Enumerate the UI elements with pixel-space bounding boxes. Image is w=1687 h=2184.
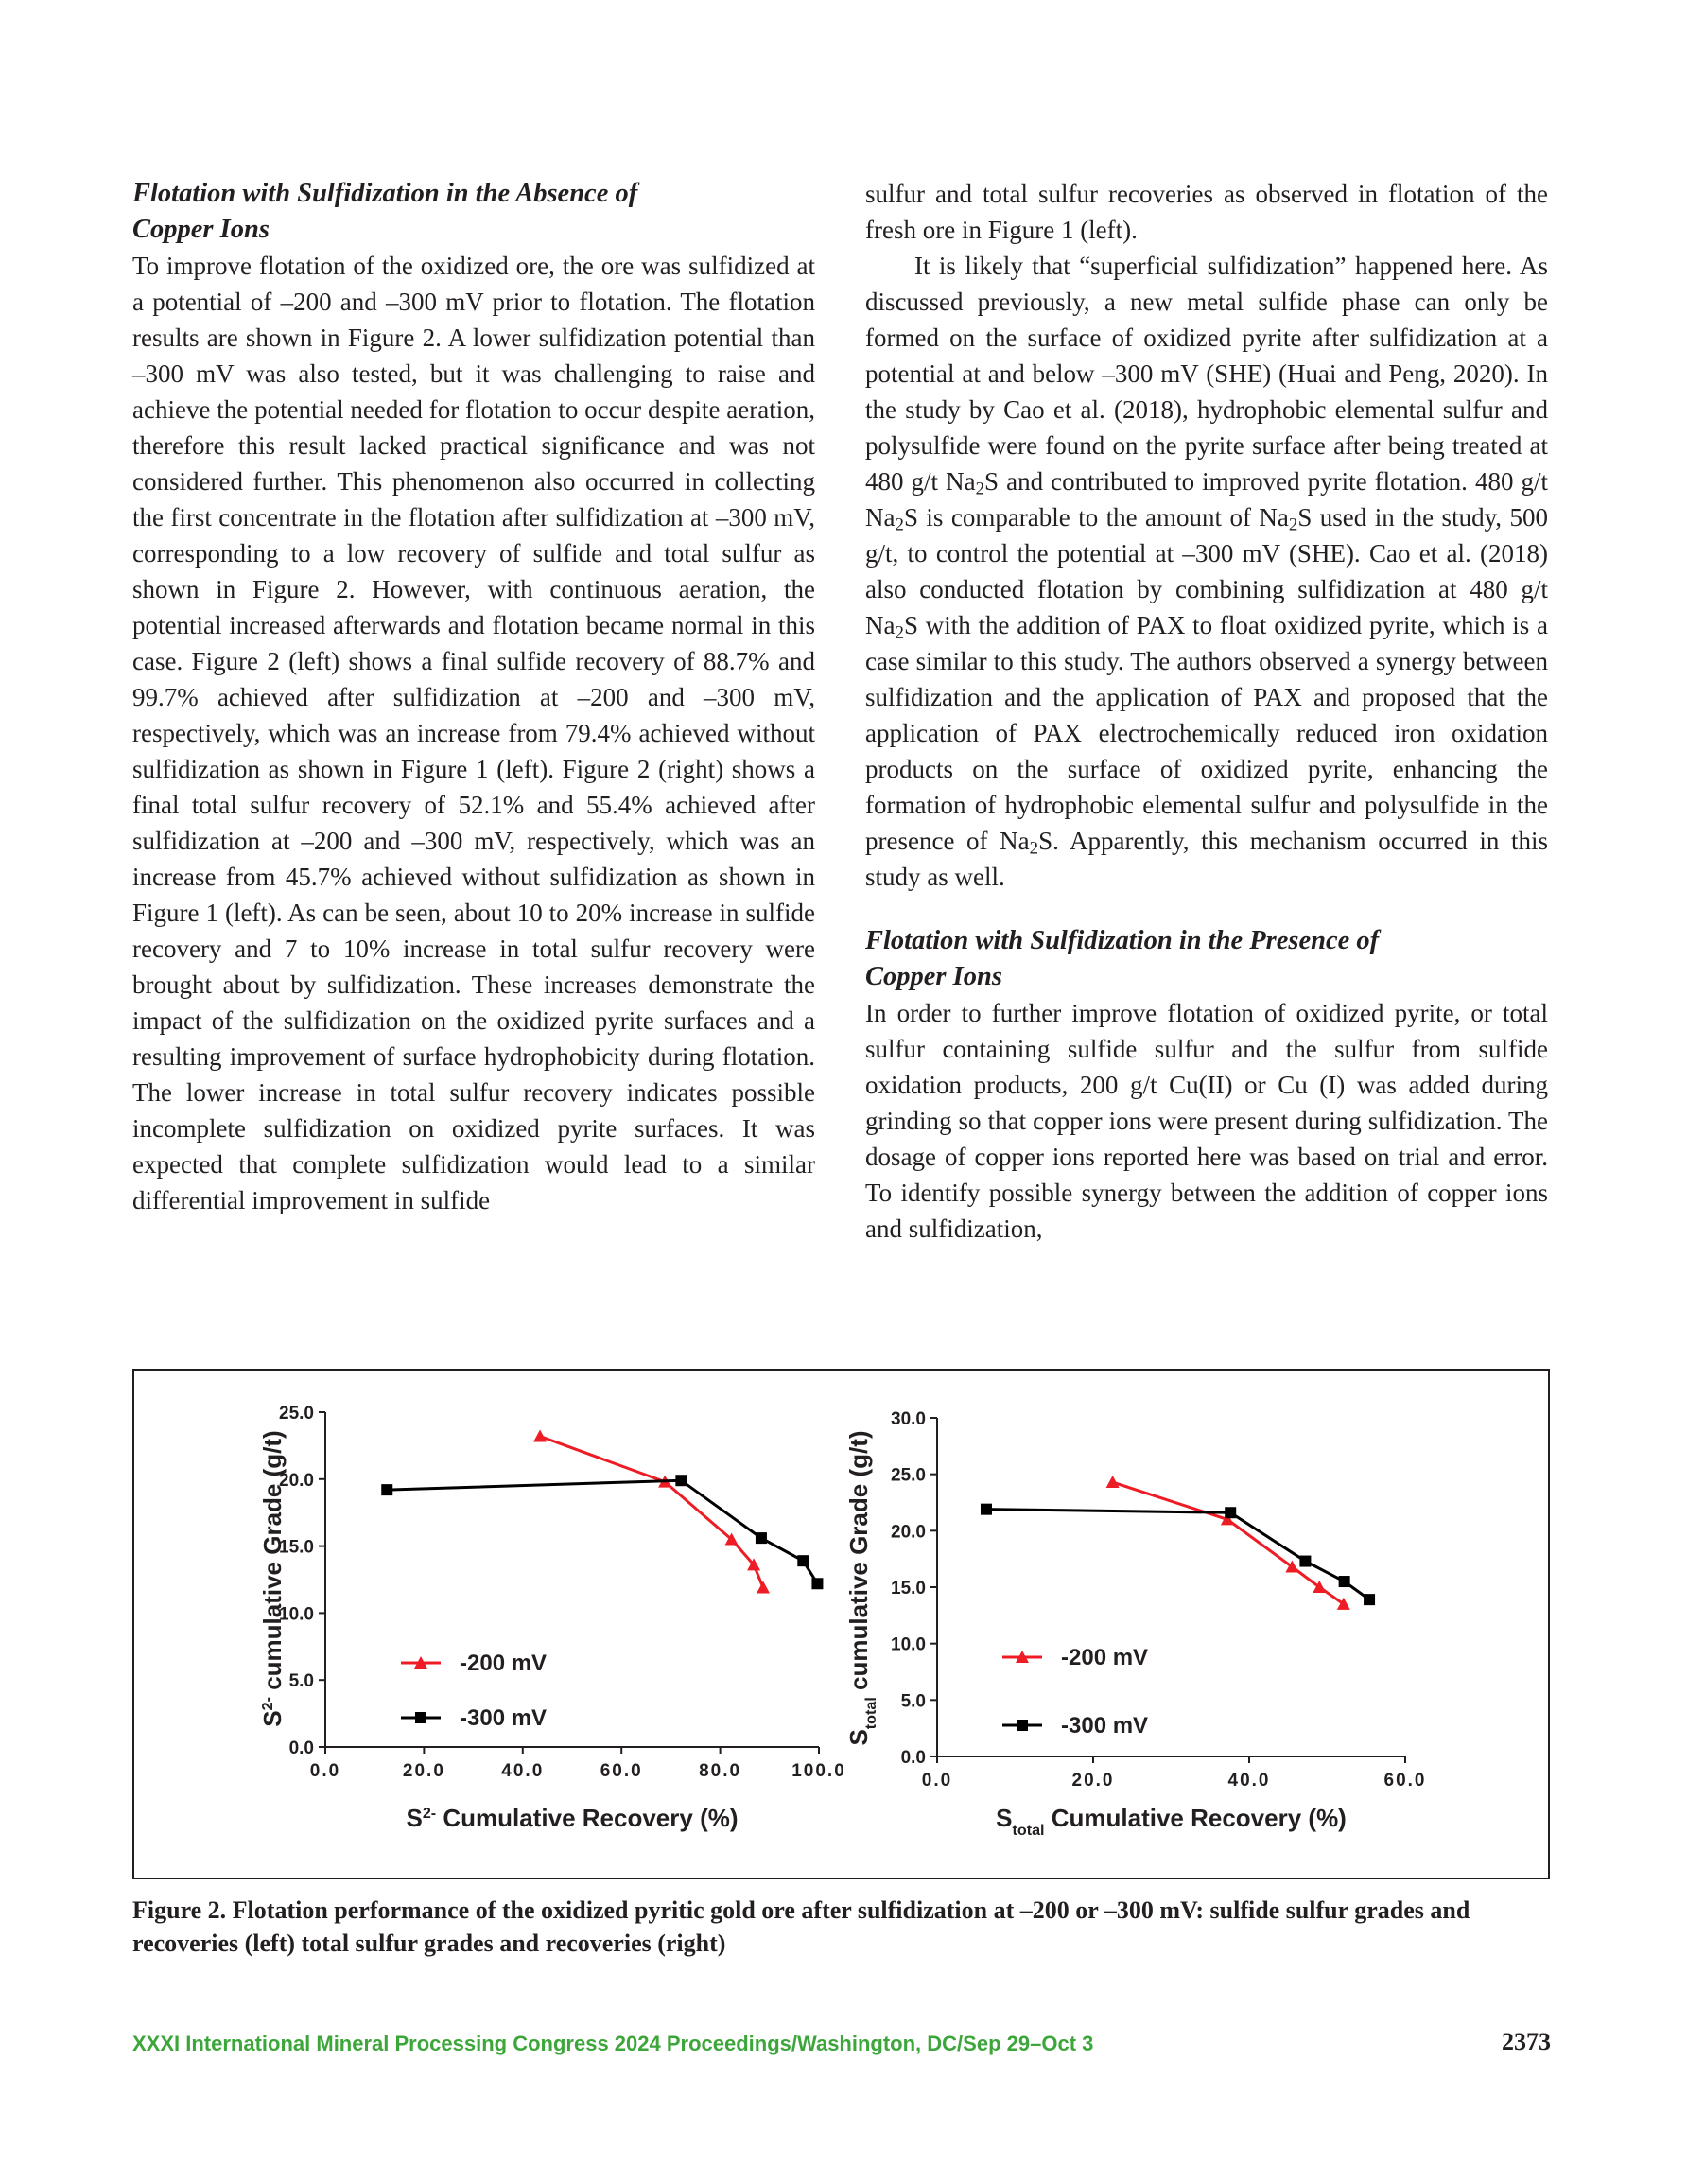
- footer-proceedings: XXXI International Mineral Processing Congress 2024 Proceedings/Washington, DC/Sep 29–Oct 3: [132, 2032, 1094, 2055]
- y-tick-label: 5.0: [288, 1671, 314, 1692]
- data-point: [675, 1475, 687, 1486]
- y-tick-label: 20.0: [279, 1470, 314, 1491]
- y-tick-label: 0.0: [900, 1748, 926, 1768]
- series-line: [1113, 1482, 1344, 1604]
- x-tick-label: 40.0: [501, 1761, 545, 1781]
- data-point: [757, 1581, 770, 1593]
- chart-total-sulfur: [844, 1409, 1426, 1839]
- x-tick-label: 60.0: [1383, 1771, 1427, 1791]
- y-axis-label: $S_{total}$ cumulative Grade (g/t): [844, 1430, 879, 1746]
- subscript: 2: [895, 515, 904, 535]
- y-tick-label: 25.0: [279, 1404, 314, 1424]
- x-tick-label: 60.0: [600, 1761, 643, 1781]
- data-point: [1299, 1556, 1311, 1567]
- text-run: To improve flotation of the oxidized ore, the ore was sulfidized at a potential of –200 and –300 mV prior to flotation. The flotation results are shown in Figure 2. A lower sulfidization potential than –300 mV was also tested, but it was challenging to raise and achieve the potential needed for flotation to occur despite aeration, therefore this result lacked practical significance and was not considered further. This phenomenon also occurred in collecting the first concentrate in the flotation after sulfidization at –300 mV, corresponding to a low recovery of sulfide and total sulfur as shown in Figure 2. However, with continuous aeration, the potential increased afterwards and flotation became normal in this case. Figure 2 (left) shows a final sulfide recovery of 88.7% and 99.7% achieved after sulfidization at –200 and –300 mV, respectively, which was an increase from 79.4% achieved without sulfidization as shown in Figure 1 (left). Figure 2 (right) shows a final total sulfur recovery of 52.1% and 55.4% achieved after sulfidization at –200 and –300 mV, respectively, which was an increase from 45.7% achieved without sulfidization as shown in Figure 1 (left). As can be seen, about 10 to 20% increase in sulfide recovery and 7 to 10% increase in total sulfur recovery were brought about by sulfidization. These increases demonstrate the impact of the sulfidization on the oxidized pyrite surfaces and a resulting improvement of surface hydrophobicity during flotation. The lower increase in total sulfur recovery indicates possible incomplete sulfidization on oxidized pyrite surfaces. It was expected that complete sulfidization would lead to a similar differential improvement in sulfide: [132, 252, 815, 1214]
- paragraph: [865, 248, 1548, 895]
- chart-sulfide-sulfur: [258, 1404, 846, 1832]
- y-tick-label: 20.0: [891, 1522, 926, 1543]
- x-tick-label: 20.0: [1071, 1771, 1115, 1791]
- paragraph: [132, 248, 815, 1218]
- data-point: [1339, 1576, 1350, 1587]
- data-point: [981, 1504, 992, 1515]
- data-point: [1364, 1594, 1375, 1605]
- figure-frame: [132, 1369, 1550, 1879]
- legend-label: -200 mV: [1061, 1645, 1149, 1670]
- y-tick-label: 10.0: [279, 1604, 314, 1625]
- y-tick-label: 0.0: [288, 1738, 314, 1758]
- text-run: S and contributed to improved pyrite flotation. 480 g/t Na: [865, 467, 1548, 532]
- subscript: 2: [975, 479, 985, 499]
- legend-swatch-marker: [415, 1712, 426, 1723]
- data-point: [811, 1578, 823, 1589]
- y-tick-label: 15.0: [891, 1579, 926, 1599]
- subscript: 2: [895, 622, 904, 643]
- data-point: [797, 1555, 809, 1566]
- y-axis-label: $S^{2-}$ cumulative Grade (g/t): [258, 1430, 287, 1727]
- subscript: 2: [1029, 838, 1039, 859]
- section-heading-absence: [132, 176, 815, 248]
- figure-caption: Figure 2. Flotation performance of the oxidized pyritic gold ore after sulfidization at –200 or –300 mV: sulfide sulfur grades and recoveries (left) total sulfur grades and recoveries (right): [132, 1896, 1470, 1957]
- x-axis-label: $S^{2-}$ Cumulative Recovery (%): [406, 1804, 739, 1832]
- y-tick-label: 5.0: [900, 1691, 926, 1712]
- y-tick-label: 30.0: [891, 1409, 926, 1429]
- text-run: It is likely that “superficial sulfidization” happened here. As discussed previously, a new metal sulfide phase can only be formed on the surface of oxidized pyrite after sulfidization at a potential at and below –300 mV (SHE) (Huai and Peng, 2020). In the study by Cao et al. (2018), hydrophobic elemental sulfur and polysulfide were found on the pyrite surface after being treated at 480 g/t Na: [865, 252, 1548, 496]
- text-run: S with the addition of PAX to float oxidized pyrite, which is a case similar to this study. The authors observed a synergy between sulfidization and the application of PAX and proposed that the application of PAX electrochemically reduced iron oxidation products on the surface of oxidized pyrite, enhancing the formation of hydrophobic elemental sulfur and polysulfide in the presence of Na: [865, 611, 1548, 855]
- y-tick-label: 10.0: [891, 1634, 926, 1655]
- data-point: [1106, 1476, 1120, 1488]
- subscript: 2: [1288, 515, 1298, 535]
- series-line: [986, 1510, 1369, 1599]
- paragraph: [865, 176, 1548, 248]
- data-point: [1225, 1507, 1236, 1518]
- x-tick-label: 40.0: [1227, 1771, 1271, 1791]
- heading-line: Flotation with Sulfidization in the Absence of: [132, 179, 638, 208]
- text-run: In order to further improve flotation of oxidized pyrite, or total sulfur containing sulfide sulfur and the sulfur from sulfide oxidation products, 200 g/t Cu(II) or Cu (I) was added during grinding so that copper ions were present during sulfidization. The dosage of copper ions reported here was based on trial and error. To identify possible synergy between the addition of copper ions and sulfidization,: [865, 999, 1548, 1243]
- data-point: [756, 1532, 767, 1544]
- section-heading-presence: [865, 923, 1548, 995]
- data-point: [381, 1484, 392, 1495]
- page-number: 2373: [1502, 2028, 1551, 2055]
- x-tick-label: 0.0: [309, 1761, 341, 1781]
- y-tick-label: 25.0: [891, 1465, 926, 1486]
- x-tick-label: 20.0: [402, 1761, 445, 1781]
- legend-swatch-marker: [1017, 1720, 1028, 1731]
- paragraph: [865, 995, 1548, 1247]
- text-run: S is comparable to the amount of Na: [903, 503, 1289, 532]
- heading-line: Copper Ions: [132, 215, 270, 244]
- x-tick-label: 0.0: [921, 1771, 953, 1791]
- x-axis-label: $S_{total}$ Cumulative Recovery (%): [996, 1804, 1347, 1839]
- text-run: sulfur and total sulfur recoveries as observed in flotation of the fresh ore in Figure 1 (left).: [865, 180, 1548, 244]
- x-tick-label: 80.0: [699, 1761, 742, 1781]
- legend-label: -300 mV: [460, 1705, 548, 1731]
- legend-label: -200 mV: [460, 1651, 548, 1676]
- x-tick-label: 100.0: [791, 1761, 846, 1781]
- left-column: [132, 176, 815, 1218]
- heading-line: Copper Ions: [865, 962, 1002, 991]
- text-run: S. Apparently, this mechanism occurred in this study as well.: [865, 827, 1548, 891]
- legend-label: -300 mV: [1061, 1713, 1149, 1738]
- figure-2-charts: [134, 1371, 1548, 1878]
- y-tick-label: 15.0: [279, 1537, 314, 1558]
- right-column: [865, 176, 1548, 1247]
- text-run: S used in the study, 500 g/t, to control the potential at –300 mV (SHE). Cao et al. (2018) also conducted flotation by combining sulfidization at 480 g/t Na: [865, 503, 1548, 639]
- series-line: [540, 1436, 763, 1587]
- data-point: [533, 1429, 547, 1441]
- heading-line: Flotation with Sulfidization in the Presence of: [865, 926, 1380, 955]
